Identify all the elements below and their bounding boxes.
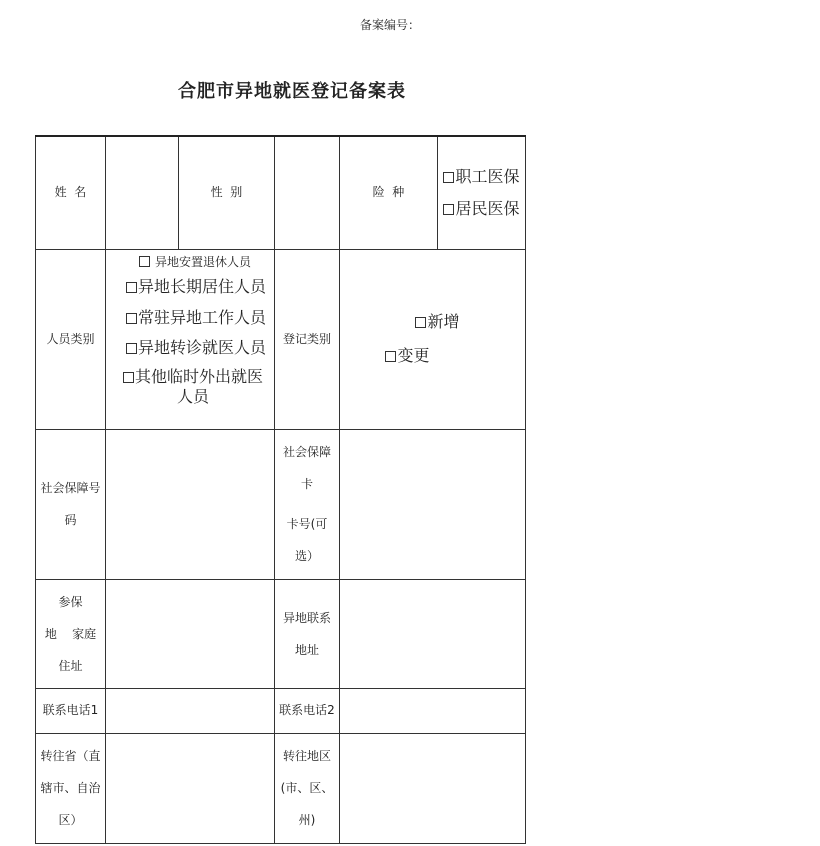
- checkbox-icon[interactable]: [443, 172, 454, 183]
- phone2-value[interactable]: [340, 688, 526, 733]
- gender-value-cell[interactable]: [275, 136, 340, 249]
- category-option-temporary[interactable]: 其他临时外出就医人员: [106, 367, 268, 407]
- transfer-province-label: 转往省（直 辖市、自治 区）: [36, 733, 106, 843]
- registration-option-change[interactable]: 变更: [340, 339, 525, 373]
- row-transfer-destination: [36, 733, 526, 843]
- registration-type-options: [340, 249, 526, 429]
- person-category-options: [106, 249, 275, 429]
- checkbox-icon[interactable]: [415, 317, 426, 328]
- row-name-gender-insurance: [36, 136, 526, 249]
- record-number-label: 备案编号：: [360, 18, 421, 32]
- insurance-type-label: 险 种: [340, 136, 438, 249]
- checkbox-icon[interactable]: [139, 256, 150, 267]
- transfer-region-value[interactable]: [340, 733, 526, 843]
- category-option-long-term[interactable]: 异地长期居住人员: [106, 276, 274, 298]
- row-address: [36, 579, 526, 688]
- name-value-cell[interactable]: [106, 136, 179, 249]
- checkbox-icon[interactable]: [443, 204, 454, 215]
- row-phone: [36, 688, 526, 733]
- remote-address-label: 异地联系 地址: [275, 579, 340, 688]
- transfer-region-label: 转往地区 (市、区、 州): [275, 733, 340, 843]
- transfer-province-value[interactable]: [106, 733, 275, 843]
- social-security-no-label: 社会保障号 码: [36, 429, 106, 579]
- insurance-options-cell: [438, 136, 526, 249]
- checkbox-icon[interactable]: [126, 282, 137, 293]
- social-security-no-value[interactable]: [106, 429, 275, 579]
- registration-form-table: [35, 135, 526, 844]
- person-category-label: 人员类别: [36, 249, 106, 429]
- insurance-option-resident[interactable]: 居民医保: [442, 197, 521, 221]
- registration-type-label: 登记类别: [275, 249, 340, 429]
- registration-option-new[interactable]: 新增: [340, 305, 525, 339]
- row-person-category: [36, 249, 526, 429]
- home-address-value[interactable]: [106, 579, 275, 688]
- checkbox-icon[interactable]: [126, 313, 137, 324]
- checkbox-icon[interactable]: [385, 351, 396, 362]
- social-security-card-value[interactable]: [340, 429, 526, 579]
- social-security-card-label: 社会保障 卡 卡号(可 选）: [275, 429, 340, 579]
- remote-address-value[interactable]: [340, 579, 526, 688]
- name-label: 姓 名: [36, 136, 106, 249]
- category-option-resident-worker[interactable]: 常驻异地工作人员: [106, 307, 274, 329]
- checkbox-icon[interactable]: [126, 343, 137, 354]
- insurance-option-employee[interactable]: 职工医保: [442, 165, 521, 189]
- checkbox-icon[interactable]: [123, 372, 134, 383]
- row-social-security: [36, 429, 526, 579]
- form-title: 合肥市异地就医登记备案表: [178, 81, 406, 102]
- phone2-label: 联系电话2: [275, 688, 340, 733]
- phone1-label: 联系电话1: [36, 688, 106, 733]
- category-option-referral[interactable]: 异地转诊就医人员: [106, 337, 274, 359]
- category-option-retired[interactable]: 异地安置退休人员: [106, 254, 274, 271]
- gender-label: 性 别: [179, 136, 275, 249]
- home-address-label: 参保 地 家庭 住址: [36, 579, 106, 688]
- phone1-value[interactable]: [106, 688, 275, 733]
